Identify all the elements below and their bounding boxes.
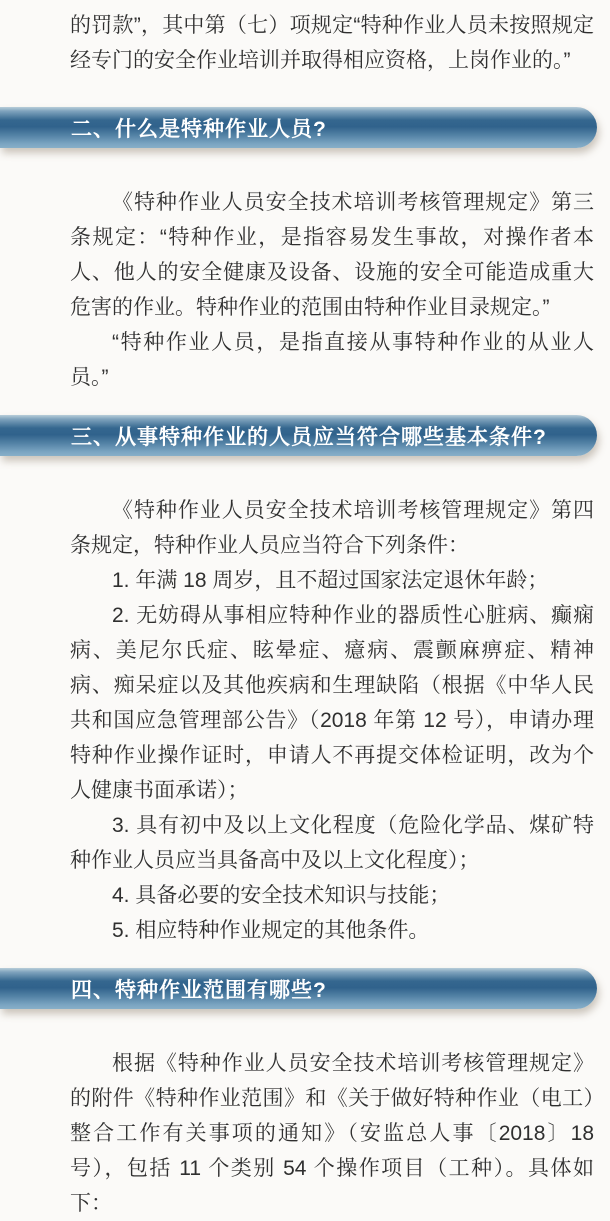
- section-title: 三、从事特种作业的人员应当符合哪些基本条件?: [71, 425, 547, 449]
- section-header-banner: [0, 107, 597, 148]
- list-item: 5. 相应特种作业规定的其他条件。: [112, 919, 430, 942]
- list-item: 4. 具备必要的安全技术知识与技能；: [112, 884, 451, 907]
- paragraph: 《特种作业人员安全技术培训考核管理规定》第三条规定：“特种作业，是指容易发生事故，对操作者本人、他人的安全健康及设备、设施的安全可能造成重大危害的作业。特种作业的范围由特种作业目录规定。”: [70, 191, 594, 319]
- section-title: 二、什么是特种作业人员?: [71, 117, 327, 141]
- list-item: 2. 无妨碍从事相应特种作业的器质性心脏病、癫痫病、美尼尔氏症、眩晕症、癔病、震颤麻痹症、精神病、痴呆症以及其他疾病和生理缺陷（根据《中华人民共和国应急管理部公告》（2018 年第 12 号），申请办理特种作业操作证时，申请人不再提交体检证明，改为个人健康书面承诺）；: [70, 604, 594, 802]
- section-title: 四、特种作业范围有哪些?: [71, 978, 327, 1002]
- section-header-banner: [0, 415, 597, 456]
- list-item: 1. 年满 18 周岁，且不超过国家法定退休年龄；: [112, 569, 549, 592]
- section-basic-conditions: [0, 415, 610, 948]
- paragraph: 根据《特种作业人员安全技术培训考核管理规定》的附件《特种作业范围》和《关于做好特种作业（电工）整合工作有关事项的通知》（安监总人事〔2018〕18 号），包括 11 个类别 54 个操作项目（工种）。具体如下：: [70, 1052, 594, 1215]
- list-item: 3. 具有初中及以上文化程度（危险化学品、煤矿特种作业人员应当具备高中及以上文化程度）；: [70, 814, 594, 872]
- paragraph: “特种作业人员，是指直接从事特种作业的从业人员。”: [70, 331, 594, 389]
- section-header-banner: [0, 968, 597, 1009]
- section-what-is-special-operations-personnel: [0, 107, 610, 395]
- section-scope-of-special-operations: [0, 968, 610, 1221]
- intro-continuation-paragraph: 的罚款”，其中第（七）项规定“特种作业人员未按照规定经专门的安全作业培训并取得相应资格，上岗作业的。”: [70, 14, 594, 72]
- paragraph: 《特种作业人员安全技术培训考核管理规定》第四条规定，特种作业人员应当符合下列条件：: [70, 499, 594, 557]
